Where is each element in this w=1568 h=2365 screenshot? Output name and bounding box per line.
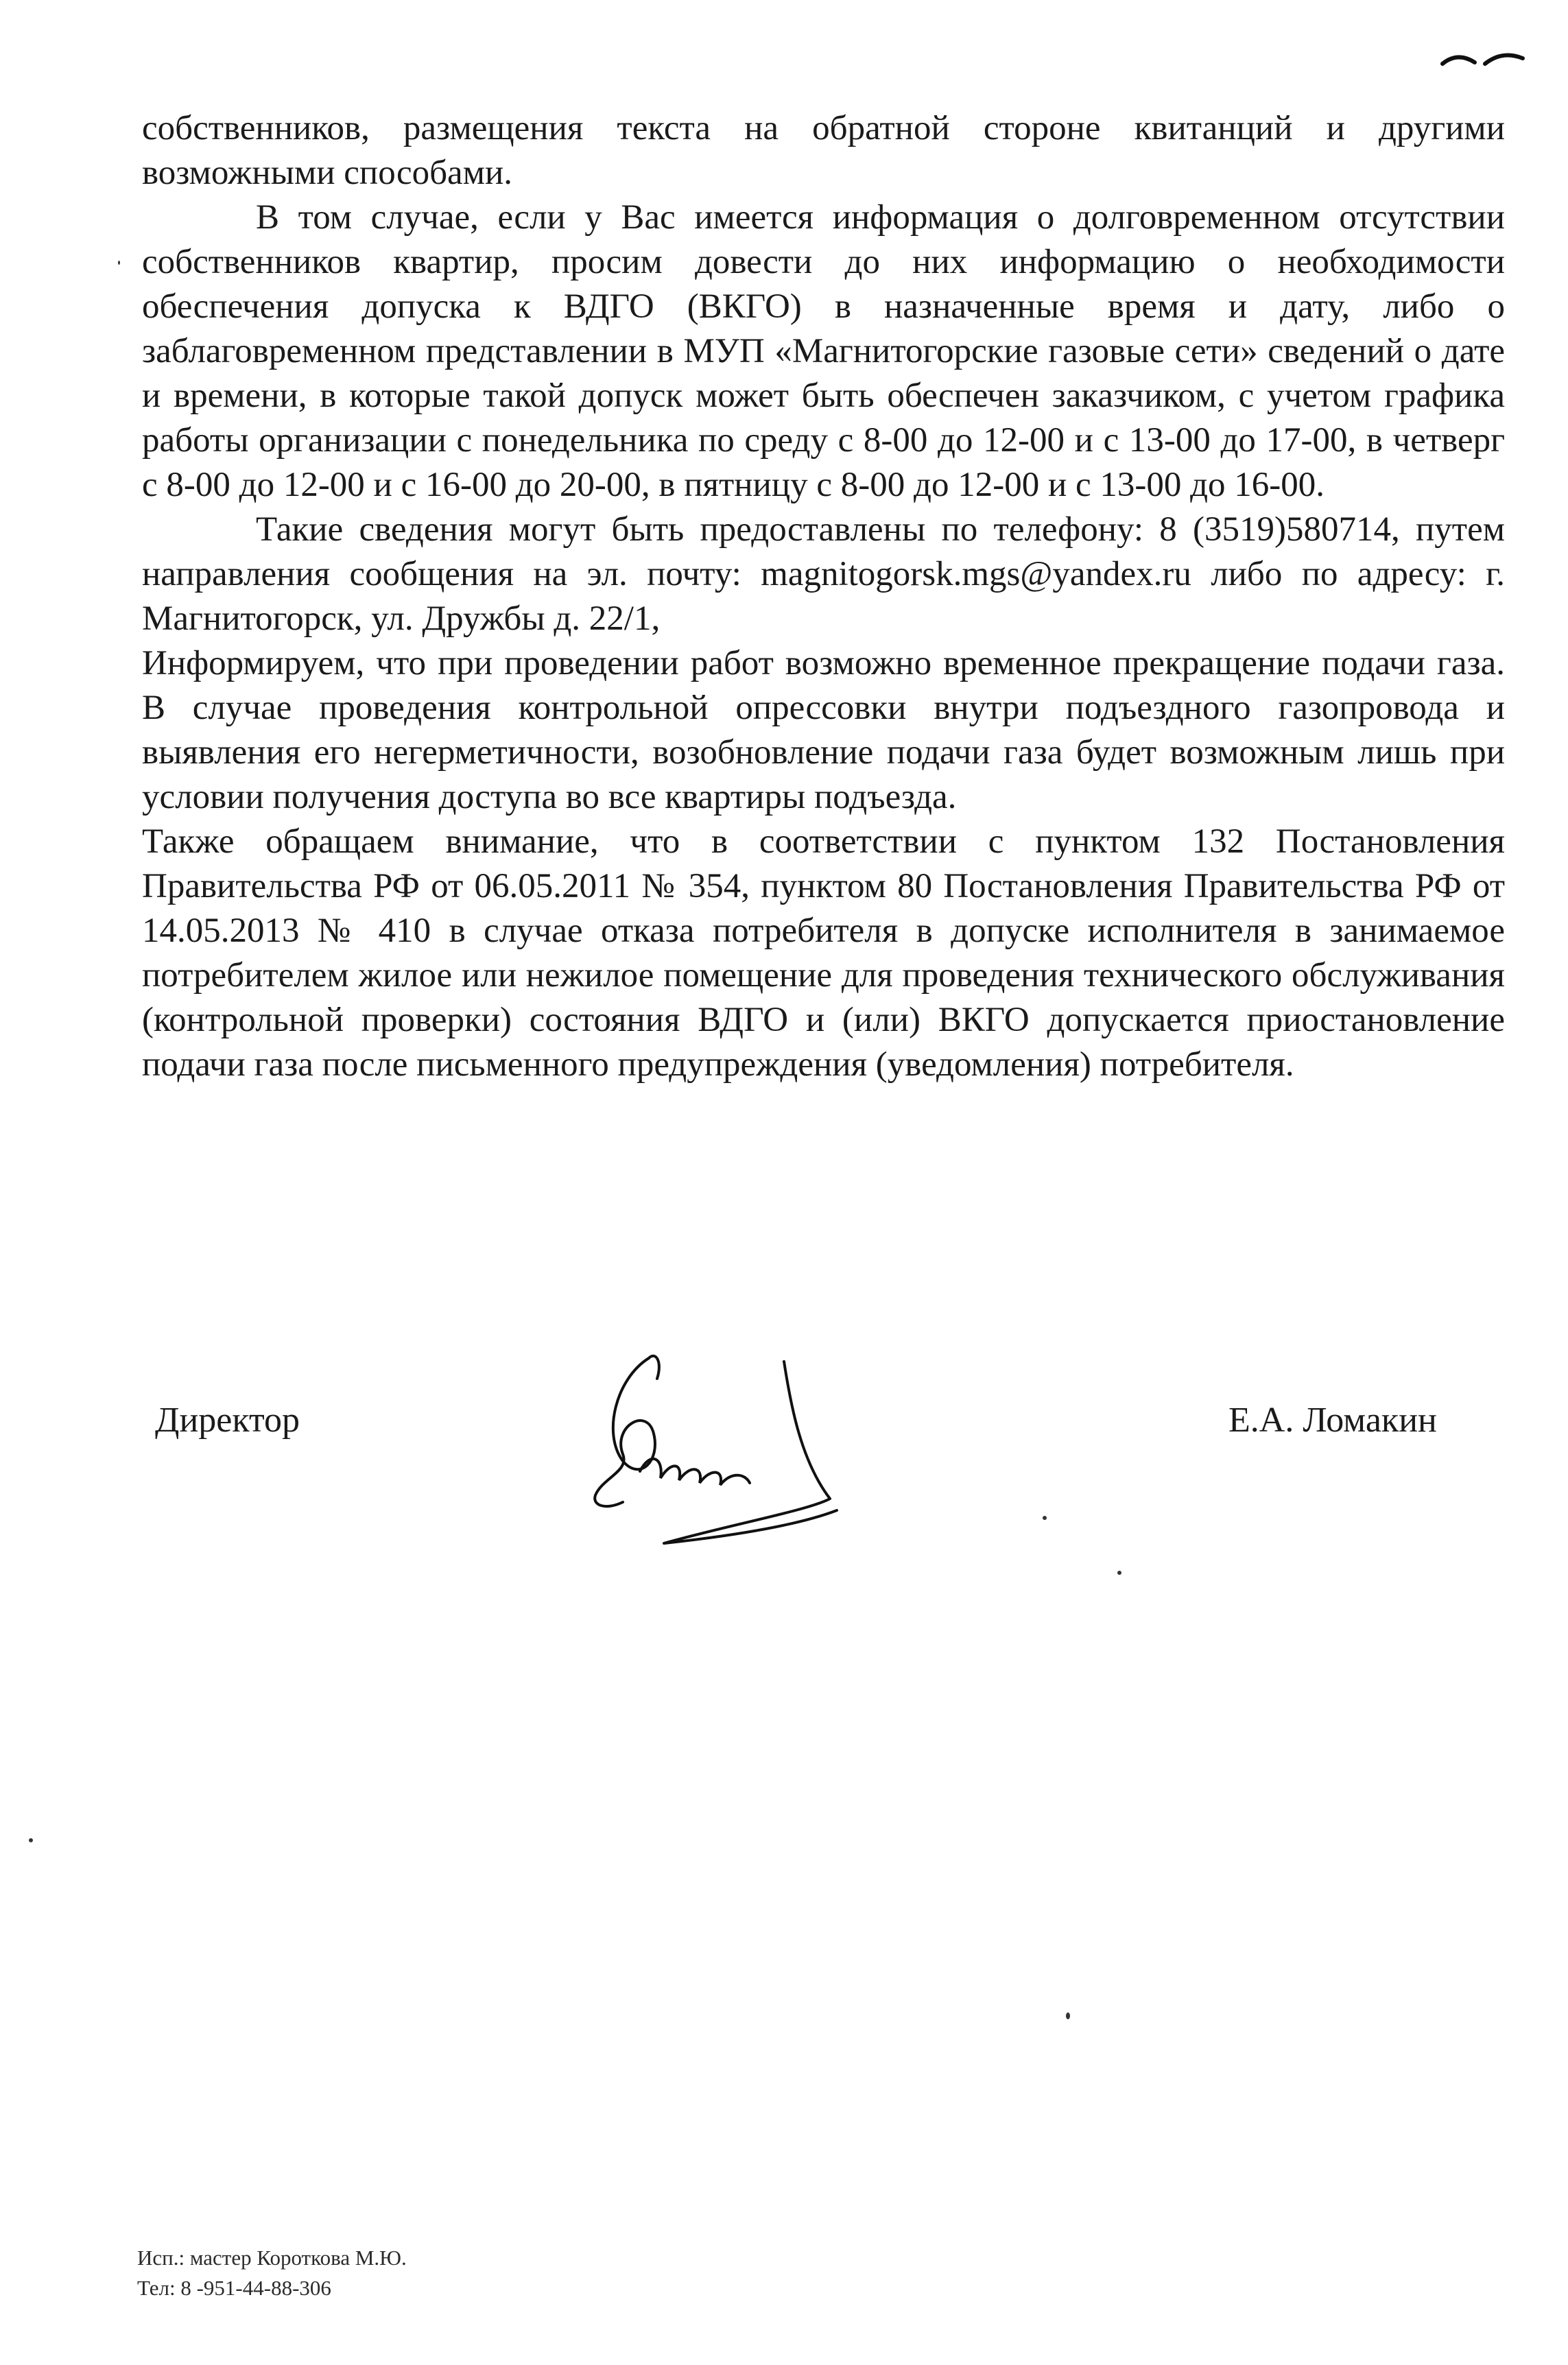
signatory-name: Е.А. Ломакин xyxy=(1228,1401,1437,1440)
paragraph-absence-notice: В том случае, если у Вас имеется информация о долговременном отсутствии собственников квартир, просим довести до них информацию о необходимости обеспечения допуска к ВДГО (ВКГО) в назначенные время и дату, либо о заблаговременном представлении в МУП «Магнитогорские газовые сети» сведений о дате и времени, в которые такой допуск может быть обеспечен заказчиком, с учетом графика работы организации с понедельника по среду с 8-00 до 12-00 и с 13-00 до 17-00, в четверг с 8-00 до 12-00 и с 16-00 до 20-00, в пятницу с 8-00 до 12-00 и с 13-00 до 16-00. xyxy=(142,198,1505,504)
paragraph-continuation: собственников, размещения текста на обратной стороне квитанций и другими возможными способами. xyxy=(142,109,1505,192)
paragraph-legal-notice: Также обращаем внимание, что в соответствии с пунктом 132 Постановления Правительства РФ от 06.05.2011 № 354, пунктом 80 Постановления Правительства РФ от 14.05.2013 № 410 в случае отказа потребителя в допуске исполнителя в занимаемое потребителем жилое или нежилое помещение для проведения технического обслуживания (контрольной проверки) состояния ВДГО и (или) ВКГО допускается приостановление подачи газа после письменного предупреждения (уведомления) потребителя. xyxy=(142,822,1505,1084)
handwritten-signature xyxy=(575,1331,863,1564)
paragraph-gas-interruption: Информируем, что при проведении работ возможно временное прекращение подачи газа. В случае проведения контрольной опрессовки внутри подъездного газопровода и выявления его негерметичности, возобновление подачи газа будет возможным лишь при условии получения доступа во все квартиры подъезда. xyxy=(142,644,1505,816)
scan-speck xyxy=(1043,1516,1047,1520)
scan-speck xyxy=(29,1838,33,1842)
scan-speck xyxy=(1117,1571,1121,1575)
scan-speck xyxy=(1066,2012,1070,2019)
executor-line: Исп.: мастер Короткова М.Ю. xyxy=(137,2246,407,2270)
scan-speck xyxy=(118,261,120,265)
executor-phone: Тел: 8 -951-44-88-306 xyxy=(137,2276,331,2300)
letter-body xyxy=(142,106,1505,1087)
signatory-title: Директор xyxy=(155,1401,300,1440)
paragraph-contact-info: Такие сведения могут быть предоставлены по телефону: 8 (3519)580714, путем направления сообщения на эл. почту: magnitogorsk.mgs@yandex.ru либо по адресу: г. Магнитогорск, ул. Дружбы д. 22/1, xyxy=(142,510,1505,638)
corner-mark-icon xyxy=(1437,38,1533,72)
footer-executor-block xyxy=(137,2243,407,2303)
